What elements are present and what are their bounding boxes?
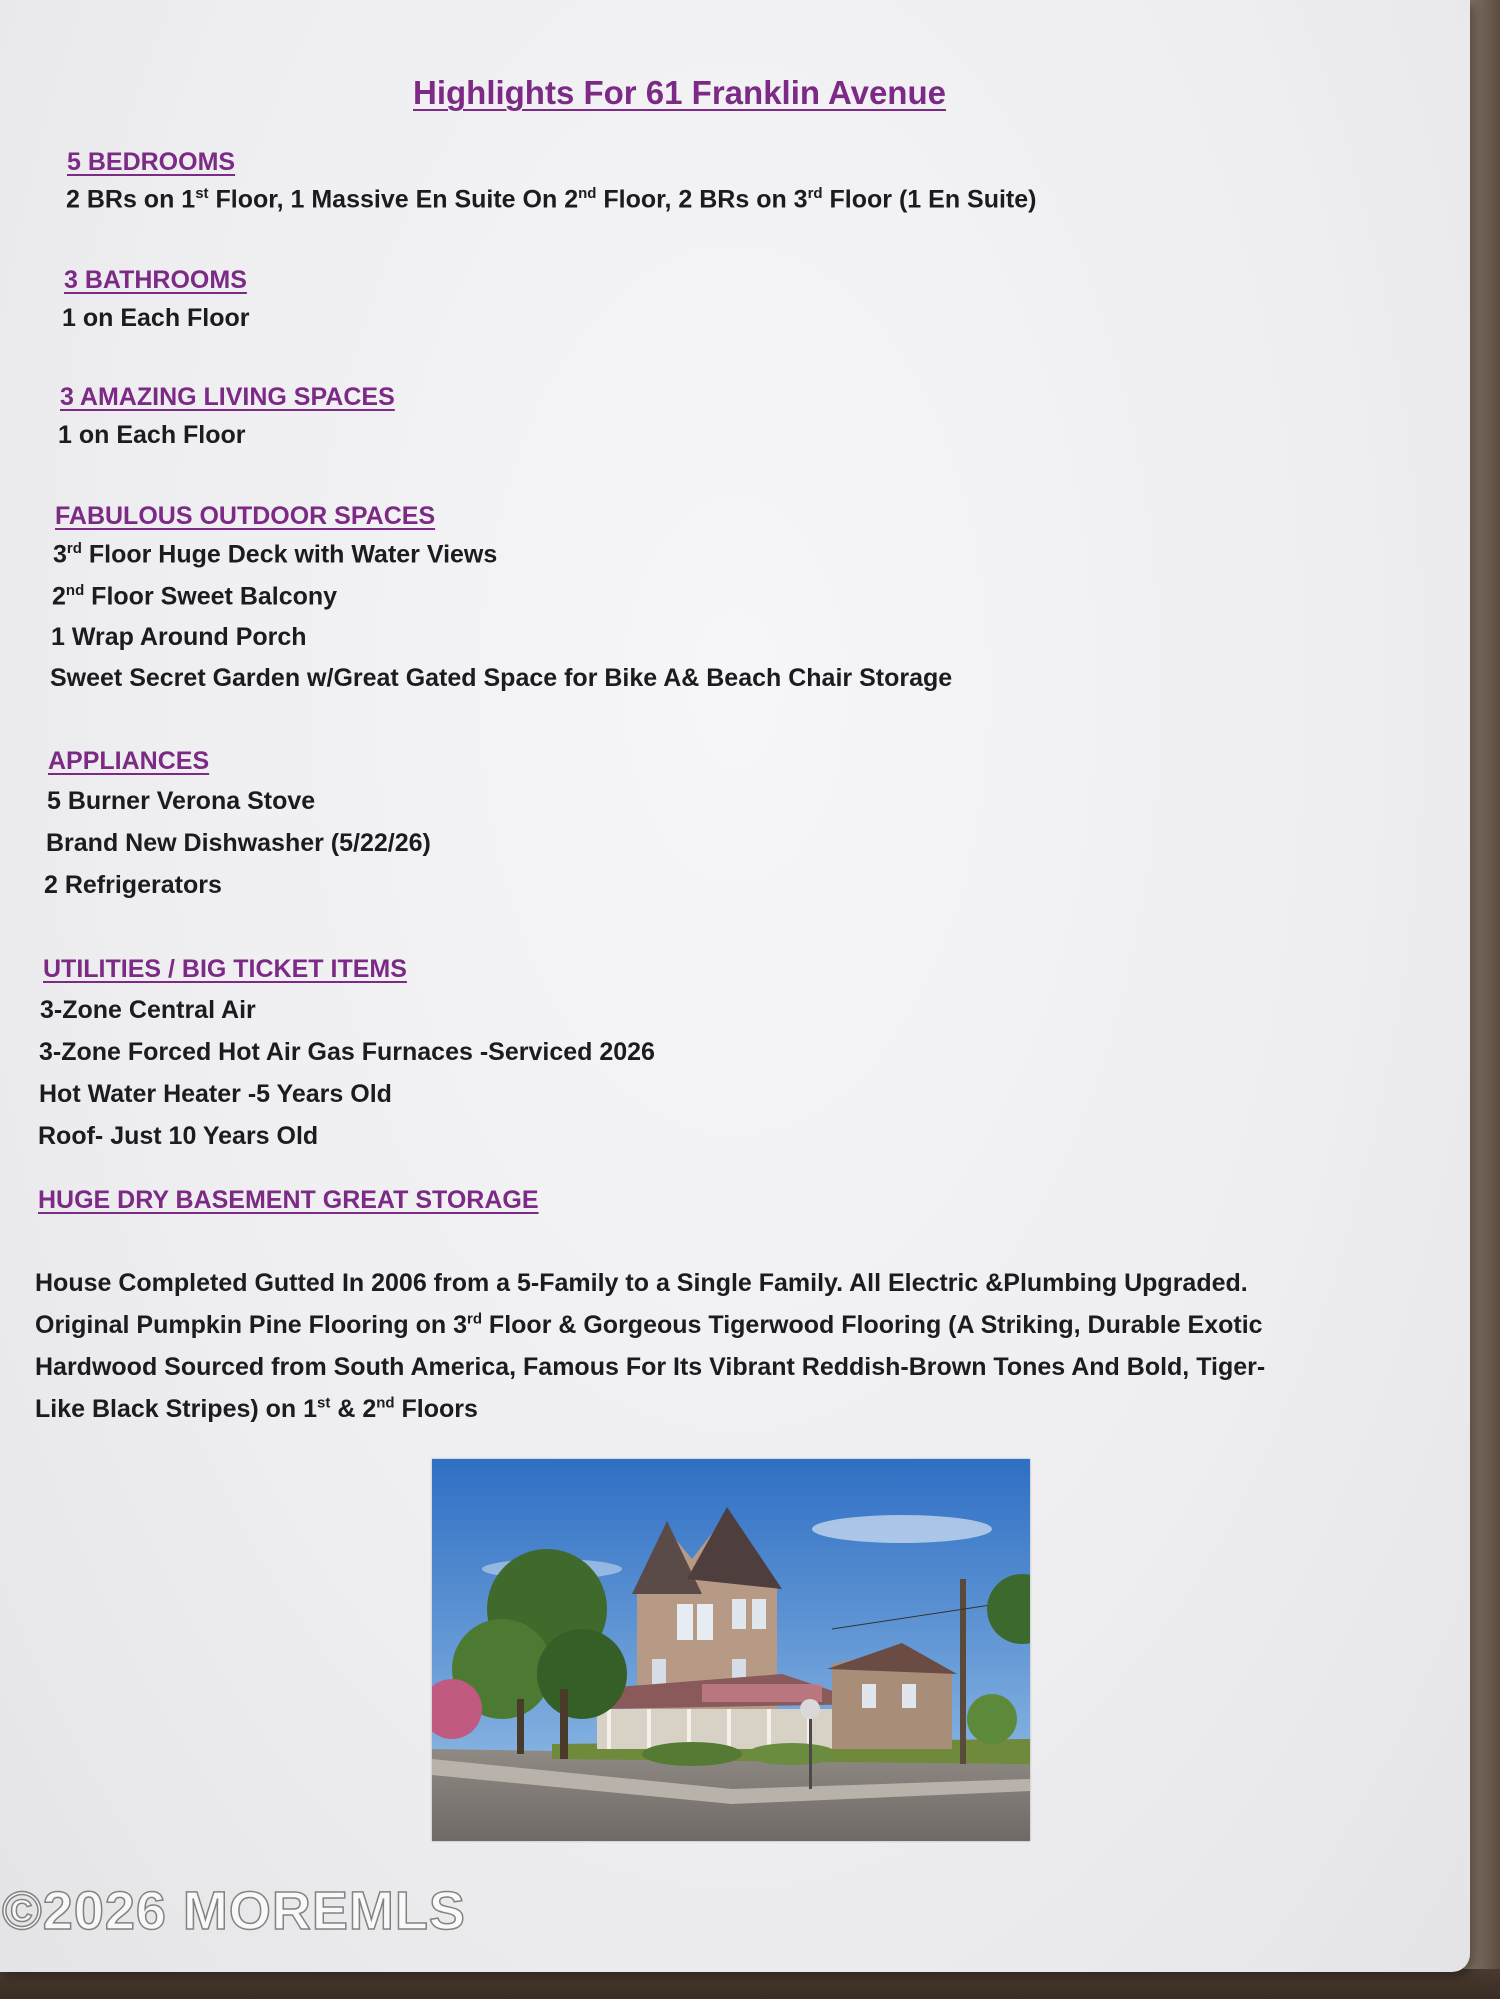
outdoor-item-garden: Sweet Secret Garden w/Great Gated Space for Bike A& Beach Chair Storage (50, 664, 953, 692)
paragraph-line (35, 1304, 1445, 1346)
text-segment: Floors (394, 1395, 478, 1423)
outdoor-item-deck (53, 540, 497, 569)
house-photo (432, 1459, 1030, 1841)
text-segment: Original Pumpkin Pine Flooring on 3 (35, 1311, 467, 1339)
text-segment: Floor (1 En Suite) (822, 185, 1037, 214)
outdoor-item-porch: 1 Wrap Around Porch (51, 623, 307, 651)
superscript: nd (376, 1394, 395, 1412)
superscript: nd (65, 582, 85, 599)
text-segment: Floor Sweet Balcony (84, 582, 338, 611)
heading-living-spaces: 3 AMAZING LIVING SPACES (60, 383, 395, 411)
paragraph-line: House Completed Gutted In 2006 from a 5-Family to a Single Family. All Electric &Plumbing Upgraded. (35, 1269, 1248, 1297)
renovation-paragraph (35, 1262, 1445, 1430)
appliance-item: 5 Burner Verona Stove (47, 787, 316, 815)
appliance-item: 2 Refrigerators (44, 871, 222, 899)
paragraph-line: Hardwood Sourced from South America, Famous For Its Vibrant Reddish-Brown Tones And Bold, Tiger- (35, 1353, 1266, 1381)
text-segment: 3 (53, 540, 67, 569)
superscript: st (195, 185, 209, 202)
text-segment: & 2 (330, 1395, 377, 1423)
utility-item: Roof- Just 10 Years Old (38, 1122, 319, 1150)
page-title: Highlights For 61 Franklin Avenue (413, 74, 946, 111)
text-segment: Floor Huge Deck with Water Views (81, 540, 498, 569)
bedrooms-detail (66, 185, 1037, 214)
superscript: rd (66, 540, 82, 557)
superscript: rd (466, 1310, 482, 1328)
text-segment: 2 (52, 582, 66, 611)
utility-item: Hot Water Heater -5 Years Old (39, 1080, 392, 1108)
text-segment: Like Black Stripes) on 1 (35, 1395, 318, 1423)
text-segment: Floor & Gorgeous Tigerwood Flooring (A Striking, Durable Exotic (481, 1311, 1263, 1339)
text-segment: Floor, 1 Massive En Suite On 2 (208, 185, 579, 214)
outdoor-item-balcony (52, 582, 337, 611)
background-edge-bottom (0, 1969, 1500, 1999)
living-spaces-detail: 1 on Each Floor (58, 421, 246, 449)
house-illustration (432, 1459, 1030, 1841)
heading-bathrooms: 3 BATHROOMS (64, 266, 247, 294)
text-segment: 2 BRs on 1 (66, 185, 196, 214)
superscript: nd (578, 185, 597, 202)
heading-bedrooms: 5 BEDROOMS (67, 148, 236, 176)
text-segment: Floor, 2 BRs on 3 (596, 185, 808, 214)
superscript: rd (807, 185, 823, 202)
superscript: st (317, 1394, 331, 1412)
utility-item: 3-Zone Central Air (40, 996, 256, 1024)
heading-appliances: APPLIANCES (48, 747, 210, 775)
heading-outdoor-spaces: FABULOUS OUTDOOR SPACES (55, 502, 436, 530)
bathrooms-detail: 1 on Each Floor (62, 304, 250, 332)
copyright-watermark: ©2026 MOREMLS (2, 1881, 466, 1941)
paragraph-line (35, 1388, 1445, 1430)
utility-item: 3-Zone Forced Hot Air Gas Furnaces -Serviced 2026 (39, 1038, 655, 1066)
heading-utilities: UTILITIES / BIG TICKET ITEMS (43, 955, 407, 983)
appliance-item: Brand New Dishwasher (5/22/26) (46, 829, 431, 857)
heading-basement: HUGE DRY BASEMENT GREAT STORAGE (38, 1186, 539, 1214)
